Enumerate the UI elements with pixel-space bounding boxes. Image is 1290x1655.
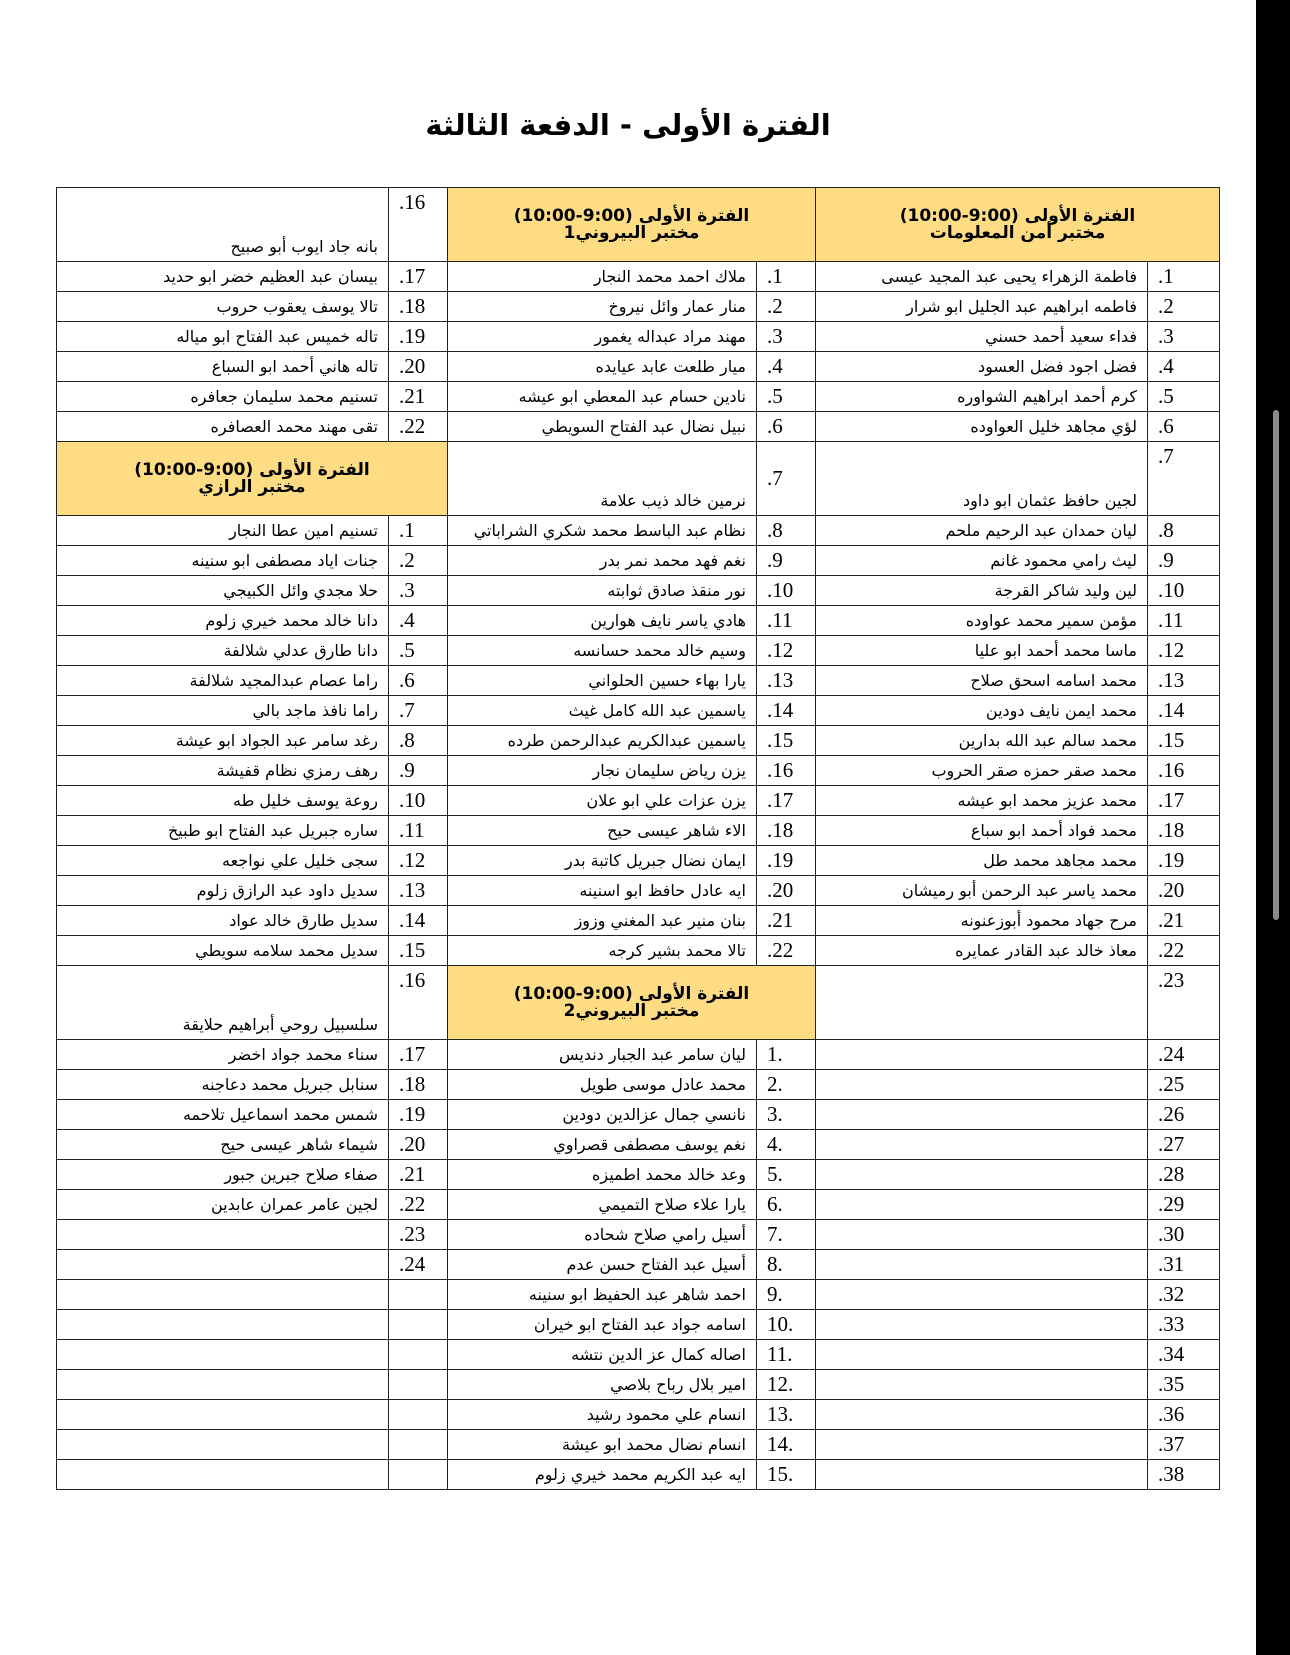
row-number: 38. xyxy=(1148,1460,1220,1490)
row-number: .13 xyxy=(757,1400,816,1430)
student-name: تاله هاني أحمد ابو السباع xyxy=(57,352,389,382)
student-name xyxy=(816,1220,1148,1250)
student-name: معاذ خالد عبد القادر عمايره xyxy=(816,936,1148,966)
student-name xyxy=(816,1430,1148,1460)
table-row xyxy=(57,1160,1220,1190)
table-row xyxy=(57,1370,1220,1400)
table-row xyxy=(57,516,1220,546)
student-name: مؤمن سمير محمد عواوده xyxy=(816,606,1148,636)
row-number: 2. xyxy=(1148,292,1220,322)
student-name: وعد خالد محمد اطميزه xyxy=(448,1160,757,1190)
section-time: الفترة الأولى (9:00-10:00) xyxy=(513,983,750,1004)
row-number: .14 xyxy=(757,1430,816,1460)
student-name: ايه عبد الكريم محمد خيري زلوم xyxy=(448,1460,757,1490)
row-number: 1. xyxy=(389,516,448,546)
student-name: تاله خميس عبد الفتاح ابو مياله xyxy=(57,322,389,352)
table-row xyxy=(57,1340,1220,1370)
student-name xyxy=(57,1460,389,1490)
row-number: 2. xyxy=(389,546,448,576)
table-row xyxy=(57,1310,1220,1340)
table-row xyxy=(57,726,1220,756)
table-row xyxy=(57,786,1220,816)
student-name: مرح جهاد محمود أبوزعنونه xyxy=(816,906,1148,936)
student-name xyxy=(57,1370,389,1400)
row-number: 21. xyxy=(1148,906,1220,936)
row-number: 21. xyxy=(389,1160,448,1190)
row-number: 25. xyxy=(1148,1070,1220,1100)
row-number: 7. xyxy=(1148,442,1220,516)
student-name: محمد ايمن نايف دودين xyxy=(816,696,1148,726)
student-name: أسيل عبد الفتاح حسن عدم xyxy=(448,1250,757,1280)
table-row xyxy=(57,1190,1220,1220)
row-number: 16. xyxy=(389,188,448,262)
row-number: 13. xyxy=(1148,666,1220,696)
row-number: 16. xyxy=(389,966,448,1040)
row-number: 17. xyxy=(757,786,816,816)
student-name: تالا محمد بشير كرجه xyxy=(448,936,757,966)
row-number: 18. xyxy=(757,816,816,846)
student-name: راما نافذ ماجد بالي xyxy=(57,696,389,726)
row-number: 19. xyxy=(757,846,816,876)
table-row xyxy=(57,696,1220,726)
student-name xyxy=(816,1340,1148,1370)
student-name: لين وليد شاكر القرجة xyxy=(816,576,1148,606)
row-number: 3. xyxy=(1148,322,1220,352)
row-number: 32. xyxy=(1148,1280,1220,1310)
student-name xyxy=(57,1400,389,1430)
table-row xyxy=(57,1280,1220,1310)
row-number: .8 xyxy=(757,1250,816,1280)
table-row xyxy=(57,262,1220,292)
row-number: 1. xyxy=(757,262,816,292)
section-header-razi xyxy=(57,442,448,516)
schedule-table xyxy=(56,187,1220,1490)
student-name: ساره جبريل عبد الفتاح ابو طبيخ xyxy=(57,816,389,846)
table-row xyxy=(57,352,1220,382)
row-number: 12. xyxy=(389,846,448,876)
table-row xyxy=(57,636,1220,666)
student-name: صفاء صلاح جبرين جبور xyxy=(57,1160,389,1190)
row-number: 17. xyxy=(389,1040,448,1070)
table-row xyxy=(57,1070,1220,1100)
row-number: 20. xyxy=(757,876,816,906)
row-number: 5. xyxy=(757,382,816,412)
student-name: تقى مهند محمد العصافره xyxy=(57,412,389,442)
row-number: 5. xyxy=(389,636,448,666)
row-number: 1. xyxy=(1148,262,1220,292)
student-name: امير بلال رباح بلاصي xyxy=(448,1370,757,1400)
student-name: محمد فواد أحمد ابو سباع xyxy=(816,816,1148,846)
table-row xyxy=(57,1130,1220,1160)
student-name xyxy=(57,1250,389,1280)
student-name: ميار طلعت عابد عيايده xyxy=(448,352,757,382)
row-number: 8. xyxy=(757,516,816,546)
row-number: 33. xyxy=(1148,1310,1220,1340)
row-number: 17. xyxy=(1148,786,1220,816)
student-name: أسيل رامي صلاح شحاده xyxy=(448,1220,757,1250)
student-name: سنابل جبريل محمد دعاجنه xyxy=(57,1070,389,1100)
row-number: .11 xyxy=(757,1340,816,1370)
row-number: 3. xyxy=(757,322,816,352)
row-number: 28. xyxy=(1148,1160,1220,1190)
row-number: 14. xyxy=(1148,696,1220,726)
row-number: 4. xyxy=(757,352,816,382)
student-name: جنات اياد مصطفى ابو سنينه xyxy=(57,546,389,576)
student-name: بيسان عبد العظيم خضر ابو حديد xyxy=(57,262,389,292)
student-name: ياسمين عبدالكريم عبدالرحمن طرده xyxy=(448,726,757,756)
student-name: تسنيم محمد سليمان جعافره xyxy=(57,382,389,412)
table-row xyxy=(57,966,1220,1040)
row-number: 17. xyxy=(389,262,448,292)
student-name: انسام نضال محمد ابو عيشة xyxy=(448,1430,757,1460)
student-name: نغم فهد محمد نمر بدر xyxy=(448,546,757,576)
row-number: 7. xyxy=(389,696,448,726)
student-name: اصاله كمال عز الدين نتشه xyxy=(448,1340,757,1370)
student-name xyxy=(57,1340,389,1370)
table-row xyxy=(57,292,1220,322)
student-name: سلسبيل روحي أبراهيم حلايقة xyxy=(57,966,389,1040)
student-name xyxy=(816,1100,1148,1130)
row-number: 14. xyxy=(389,906,448,936)
table-row xyxy=(57,846,1220,876)
student-name: دانا طارق عدلي شلالفة xyxy=(57,636,389,666)
row-number: .15 xyxy=(757,1460,816,1490)
row-number: 22. xyxy=(389,412,448,442)
section-lab-name: مختبر أمن المعلومات xyxy=(929,222,1106,243)
student-name: هادي ياسر نايف هوارين xyxy=(448,606,757,636)
row-number: 22. xyxy=(757,936,816,966)
section-header-biruni1 xyxy=(448,188,816,262)
row-number: 37. xyxy=(1148,1430,1220,1460)
row-number: .6 xyxy=(757,1190,816,1220)
student-name xyxy=(816,1400,1148,1430)
row-number: 6. xyxy=(757,412,816,442)
student-name: فاطمه ابراهيم عبد الجليل ابو شرار xyxy=(816,292,1148,322)
student-name xyxy=(816,1250,1148,1280)
student-name: لؤي مجاهد خليل العواوده xyxy=(816,412,1148,442)
row-number: 10. xyxy=(757,576,816,606)
table-row xyxy=(57,382,1220,412)
student-name: محمد اسامه اسحق صلاح xyxy=(816,666,1148,696)
table-row xyxy=(57,188,1220,262)
row-number: 29. xyxy=(1148,1190,1220,1220)
table-row xyxy=(57,322,1220,352)
row-number: 30. xyxy=(1148,1220,1220,1250)
student-name: تالا يوسف يعقوب حروب xyxy=(57,292,389,322)
student-name: محمد مجاهد محمد طل xyxy=(816,846,1148,876)
student-name: ايمان نضال جبريل كاتبة بدر xyxy=(448,846,757,876)
student-name: دانا خالد محمد خيري زلوم xyxy=(57,606,389,636)
section-lab-name: مختبر الرازي xyxy=(198,476,306,497)
student-name xyxy=(816,1040,1148,1070)
student-name: منار عمار وائل نيروخ xyxy=(448,292,757,322)
row-number: 11. xyxy=(389,816,448,846)
row-number: 20. xyxy=(1148,876,1220,906)
student-name: محمد صقر حمزه صقر الحروب xyxy=(816,756,1148,786)
row-number: 21. xyxy=(757,906,816,936)
student-name: بانه جاد ايوب أبو صبيح xyxy=(57,188,389,262)
student-name: فداء سعيد أحمد حسني xyxy=(816,322,1148,352)
row-number: 9. xyxy=(389,756,448,786)
row-number: 8. xyxy=(389,726,448,756)
student-name: سديل محمد سلامه سويطي xyxy=(57,936,389,966)
row-number: 23. xyxy=(389,1220,448,1250)
student-name: نغم يوسف مصطفى قصراوي xyxy=(448,1130,757,1160)
table-row xyxy=(57,666,1220,696)
student-name: سجى خليل علي نواجعه xyxy=(57,846,389,876)
row-number: 19. xyxy=(389,1100,448,1130)
student-name: رهف رمزي نظام قفيشة xyxy=(57,756,389,786)
student-name: روعة يوسف خليل طه xyxy=(57,786,389,816)
row-number: 20. xyxy=(389,352,448,382)
row-number: 6. xyxy=(1148,412,1220,442)
student-name: سديل داود عبد الرازق زلوم xyxy=(57,876,389,906)
row-number: 13. xyxy=(389,876,448,906)
section-time: الفترة الأولى (9:00-10:00) xyxy=(513,205,750,226)
student-name: نور منقذ صادق ثوابته xyxy=(448,576,757,606)
table-row xyxy=(57,442,1220,516)
table-row xyxy=(57,1220,1220,1250)
table-row xyxy=(57,816,1220,846)
section-time: الفترة الأولى (9:00-10:00) xyxy=(899,205,1136,226)
student-name: ملاك احمد محمد النجار xyxy=(448,262,757,292)
row-number: 24. xyxy=(1148,1040,1220,1070)
row-number: 21. xyxy=(389,382,448,412)
table-row xyxy=(57,1250,1220,1280)
student-name: ليث رامي محمود غانم xyxy=(816,546,1148,576)
row-number xyxy=(389,1400,448,1430)
row-number: .2 xyxy=(757,1070,816,1100)
row-number: 18. xyxy=(1148,816,1220,846)
row-number xyxy=(389,1340,448,1370)
table-row xyxy=(57,1460,1220,1490)
row-number xyxy=(389,1310,448,1340)
student-name xyxy=(816,1280,1148,1310)
row-number: .5 xyxy=(757,1160,816,1190)
row-number: 34. xyxy=(1148,1340,1220,1370)
student-name: راما عصام عبدالمجيد شلالفة xyxy=(57,666,389,696)
student-name xyxy=(816,1370,1148,1400)
row-number: 18. xyxy=(389,1070,448,1100)
student-name: شمس محمد اسماعيل تلاحمه xyxy=(57,1100,389,1130)
student-name: اسامه جواد عبد الفتاح ابو خيران xyxy=(448,1310,757,1340)
table-row xyxy=(57,606,1220,636)
student-name: لجين عامر عمران عابدين xyxy=(57,1190,389,1220)
row-number: 10. xyxy=(1148,576,1220,606)
row-number: 12. xyxy=(757,636,816,666)
student-name xyxy=(57,1430,389,1460)
row-number: 19. xyxy=(1148,846,1220,876)
scrollbar[interactable] xyxy=(1273,410,1279,920)
student-name xyxy=(57,1310,389,1340)
row-number: 16. xyxy=(1148,756,1220,786)
row-number: 8. xyxy=(1148,516,1220,546)
table-row xyxy=(57,1100,1220,1130)
row-number: 35. xyxy=(1148,1370,1220,1400)
student-name: ياسمين عبد الله كامل غيث xyxy=(448,696,757,726)
student-name: نبيل نضال عبد الفتاح السويطي xyxy=(448,412,757,442)
row-number xyxy=(389,1460,448,1490)
table-row xyxy=(57,576,1220,606)
student-name: كرم أحمد ابراهيم الشواوره xyxy=(816,382,1148,412)
student-name: ماسا محمد أحمد ابو عليا xyxy=(816,636,1148,666)
row-number: 22. xyxy=(1148,936,1220,966)
student-name: يارا علاء صلاح التميمي xyxy=(448,1190,757,1220)
table-row xyxy=(57,906,1220,936)
row-number: 14. xyxy=(757,696,816,726)
student-name xyxy=(816,1070,1148,1100)
student-name: ايه عادل حافظ ابو اسنينه xyxy=(448,876,757,906)
row-number: 27. xyxy=(1148,1130,1220,1160)
row-number: .7 xyxy=(757,1220,816,1250)
section-lab-name: مختبر البيروني2 xyxy=(563,1000,700,1021)
student-name: محمد عادل موسى طويل xyxy=(448,1070,757,1100)
student-name: فاطمة الزهراء يحيى عبد المجيد عيسى xyxy=(816,262,1148,292)
row-number: 26. xyxy=(1148,1100,1220,1130)
row-number: 10. xyxy=(389,786,448,816)
student-name xyxy=(816,1460,1148,1490)
row-number: 13. xyxy=(757,666,816,696)
row-number: 22. xyxy=(389,1190,448,1220)
student-name: بنان منير عبد المغني وزوز xyxy=(448,906,757,936)
row-number: 3. xyxy=(389,576,448,606)
student-name xyxy=(57,1280,389,1310)
student-name: حلا مجدي وائل الكبيجي xyxy=(57,576,389,606)
row-number: 9. xyxy=(757,546,816,576)
row-number: 11. xyxy=(1148,606,1220,636)
section-header-biruni2 xyxy=(448,966,816,1040)
row-number: 15. xyxy=(389,936,448,966)
student-name: شيماء شاهر عيسى حيح xyxy=(57,1130,389,1160)
student-name: نادين حسام عبد المعطي ابو عيشه xyxy=(448,382,757,412)
student-name: فضل اجود فضل العسود xyxy=(816,352,1148,382)
student-name xyxy=(816,1160,1148,1190)
table-row xyxy=(57,1040,1220,1070)
row-number xyxy=(389,1280,448,1310)
table-row xyxy=(57,936,1220,966)
row-number: 19. xyxy=(389,322,448,352)
row-number: 4. xyxy=(389,606,448,636)
student-name: رغد سامر عبد الجواد ابو عيشة xyxy=(57,726,389,756)
table-row xyxy=(57,1430,1220,1460)
row-number: 16. xyxy=(757,756,816,786)
row-number: .3 xyxy=(757,1100,816,1130)
page-title: الفترة الأولى - الدفعة الثالثة xyxy=(425,108,831,142)
section-lab-name: مختبر البيروني1 xyxy=(563,222,700,243)
student-name xyxy=(816,1310,1148,1340)
section-header-amn xyxy=(816,188,1220,262)
row-number: 11. xyxy=(757,606,816,636)
row-number: .9 xyxy=(757,1280,816,1310)
row-number: 5. xyxy=(1148,382,1220,412)
student-name: يارا بهاء حسين الحلواني xyxy=(448,666,757,696)
row-number: 31. xyxy=(1148,1250,1220,1280)
row-number: 24. xyxy=(389,1250,448,1280)
student-name: نرمين خالد ذيب علامة xyxy=(448,442,757,516)
section-time: الفترة الأولى (9:00-10:00) xyxy=(134,459,370,480)
student-name: محمد سالم عبد الله بدارين xyxy=(816,726,1148,756)
student-name xyxy=(57,1220,389,1250)
student-name: ليان سامر عبد الجبار دنديس xyxy=(448,1040,757,1070)
student-name: يزن رياض سليمان نجار xyxy=(448,756,757,786)
student-name xyxy=(816,966,1148,1040)
student-name: نانسي جمال عزالدين دودين xyxy=(448,1100,757,1130)
row-number: 6. xyxy=(389,666,448,696)
row-number: 20. xyxy=(389,1130,448,1160)
table-row xyxy=(57,876,1220,906)
student-name: محمد عزيز محمد ابو عيشه xyxy=(816,786,1148,816)
student-name: محمد ياسر عبد الرحمن أبو رميشان xyxy=(816,876,1148,906)
row-number: 15. xyxy=(1148,726,1220,756)
row-number xyxy=(389,1370,448,1400)
table-row xyxy=(57,756,1220,786)
student-name: لجين حافظ عثمان ابو داود xyxy=(816,442,1148,516)
table-row xyxy=(57,546,1220,576)
row-number: 9. xyxy=(1148,546,1220,576)
student-name: الاء شاهر عيسى حيح xyxy=(448,816,757,846)
row-number: 15. xyxy=(757,726,816,756)
row-number: .1 xyxy=(757,1040,816,1070)
student-name: سناء محمد جواد اخضر xyxy=(57,1040,389,1070)
row-number: .4 xyxy=(757,1130,816,1160)
student-name xyxy=(816,1130,1148,1160)
student-name: يزن عزات علي ابو علان xyxy=(448,786,757,816)
table-row xyxy=(57,1400,1220,1430)
row-number: 7. xyxy=(757,442,816,516)
student-name: نظام عبد الباسط محمد شكري الشراباتي xyxy=(448,516,757,546)
student-name: وسيم خالد محمد حسانسه xyxy=(448,636,757,666)
row-number: 4. xyxy=(1148,352,1220,382)
student-name: انسام علي محمود رشيد xyxy=(448,1400,757,1430)
student-name: مهند مراد عبداله يغمور xyxy=(448,322,757,352)
row-number: 12. xyxy=(1148,636,1220,666)
student-name xyxy=(816,1190,1148,1220)
row-number: .10 xyxy=(757,1310,816,1340)
student-name: احمد شاهر عبد الحفيظ ابو سنينه xyxy=(448,1280,757,1310)
row-number: 23. xyxy=(1148,966,1220,1040)
student-name: ليان حمدان عبد الرحيم ملحم xyxy=(816,516,1148,546)
row-number: 2. xyxy=(757,292,816,322)
row-number: .12 xyxy=(757,1370,816,1400)
student-name: تسنيم امين عطا النجار xyxy=(57,516,389,546)
table-row xyxy=(57,412,1220,442)
row-number: 36. xyxy=(1148,1400,1220,1430)
row-number xyxy=(389,1430,448,1460)
student-name: سديل طارق خالد عواد xyxy=(57,906,389,936)
row-number: 18. xyxy=(389,292,448,322)
